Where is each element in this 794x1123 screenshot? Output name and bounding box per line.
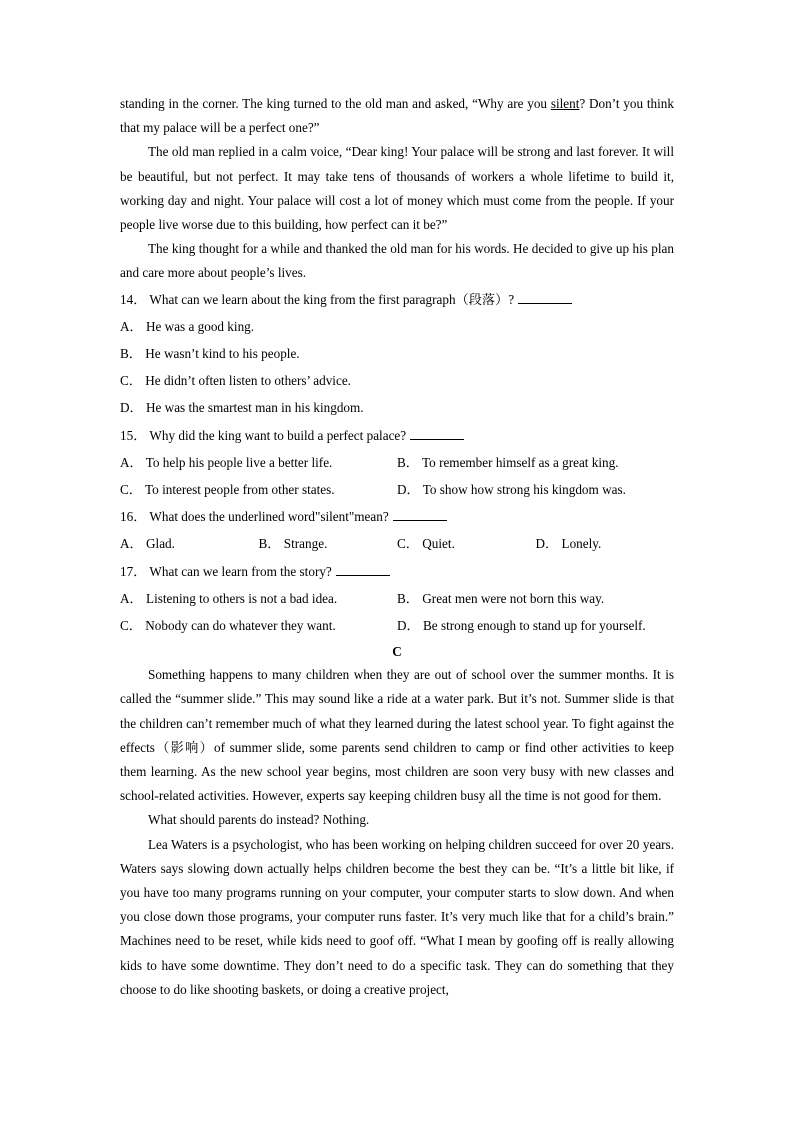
option-c[interactable]: C． To interest people from other states.: [120, 481, 335, 497]
section-c-paragraph-3: Lea Waters is a psychologist, who has been working on helping children succeed for over 20 years. Waters says slowing down actually helps children become the best they can be. “It’s a little bit like, if you have too many programs running on your computer, your computer starts to slow down. And when you close down those programs, your computer runs faster. It’s very much like that for a child’s brain.” Machines need to be reset, while kids need to goof off. “What I mean by goofing off is really allowing kids to have some downtime. They don’t need to do a specific task. They can do something that they choose to do like shooting baskets, or doing a creative project,: [120, 836, 674, 997]
option-a[interactable]: A． To help his people live a better life.: [120, 454, 333, 470]
option-d[interactable]: D． Be strong enough to stand up for yourself.: [397, 617, 646, 633]
question-14: [120, 286, 674, 313]
option-b[interactable]: B． To remember himself as a great king.: [397, 454, 619, 470]
question-14-options: [120, 313, 674, 422]
question-stem: 15． Why did the king want to build a perfect palace?: [120, 427, 407, 443]
option-d[interactable]: D． He was the smartest man in his kingdom.: [120, 400, 364, 416]
answer-blank[interactable]: [393, 510, 447, 521]
option-a[interactable]: A． Glad.: [120, 536, 175, 552]
question-stem: 16． What does the underlined word"silent"mean?: [120, 509, 389, 525]
option-d[interactable]: D． Lonely.: [535, 536, 602, 552]
page-content: [120, 92, 674, 1002]
option-d[interactable]: D． To show how strong his kingdom was.: [397, 481, 626, 497]
option-a[interactable]: A． Listening to others is not a bad idea.: [120, 590, 338, 606]
question-16: [120, 503, 674, 530]
option-a[interactable]: A． He was a good king.: [120, 318, 255, 334]
question-15-options: [120, 449, 674, 503]
answer-blank[interactable]: [336, 565, 390, 576]
option-b[interactable]: B． He wasn’t kind to his people.: [120, 346, 300, 362]
passage-b-paragraph-1: [120, 92, 674, 140]
option-b[interactable]: B． Great men were not born this way.: [397, 590, 605, 606]
option-c[interactable]: C． He didn’t often listen to others’ advice.: [120, 373, 351, 389]
question-17: [120, 558, 674, 585]
section-c-paragraph-2: What should parents do instead? Nothing.: [148, 812, 370, 828]
option-b[interactable]: B． Strange.: [258, 536, 328, 552]
answer-blank[interactable]: [410, 429, 464, 440]
question-17-options: [120, 585, 674, 639]
question-15: [120, 422, 674, 449]
question-stem: 17． What can we learn from the story?: [120, 563, 332, 579]
section-c-paragraph-1: Something happens to many children when they are out of school over the summer months. It is called the “summer slide.” This may sound like a ride at a water park. But it’s not. Summer slide is that the children can’t remember much of what they learned during the latest school year. To fight against the effects（影响）of summer slide, some parents send children to camp or find other activities to keep them learning. As the new school year begins, most children are soon very busy with new classes and school-related activities. However, experts say keeping children busy all the time is not good for them.: [120, 667, 674, 804]
option-c[interactable]: C． Quiet.: [397, 536, 455, 552]
underlined-word: silent: [550, 96, 580, 111]
paragraph-text: standing in the corner. The king turned to the old man and asked, “Why are you: [120, 96, 551, 111]
passage-b-paragraph-3: The king thought for a while and thanked the old man for his words. He decided to give up his plan and care more about people’s lives.: [120, 241, 674, 281]
question-stem: 14． What can we learn about the king from the first paragraph（段落）?: [120, 291, 515, 307]
answer-blank[interactable]: [518, 293, 572, 304]
option-c[interactable]: C． Nobody can do whatever they want.: [120, 617, 336, 633]
paragraph-text: ? Don’t you think that my palace will be a perfect one?”: [120, 96, 674, 136]
passage-b-paragraph-2: The old man replied in a calm voice, “Dear king! Your palace will be strong and last forever. It will be beautiful, but not perfect. It may take tens of thousands of workers a whole lifetime to build it, working day and night. Your palace will cost a lot of money which must come from the people. If your people live worse due to this building, how perfect can it be?”: [120, 144, 674, 233]
question-16-options: [120, 530, 674, 557]
section-c-title: C: [392, 644, 402, 660]
